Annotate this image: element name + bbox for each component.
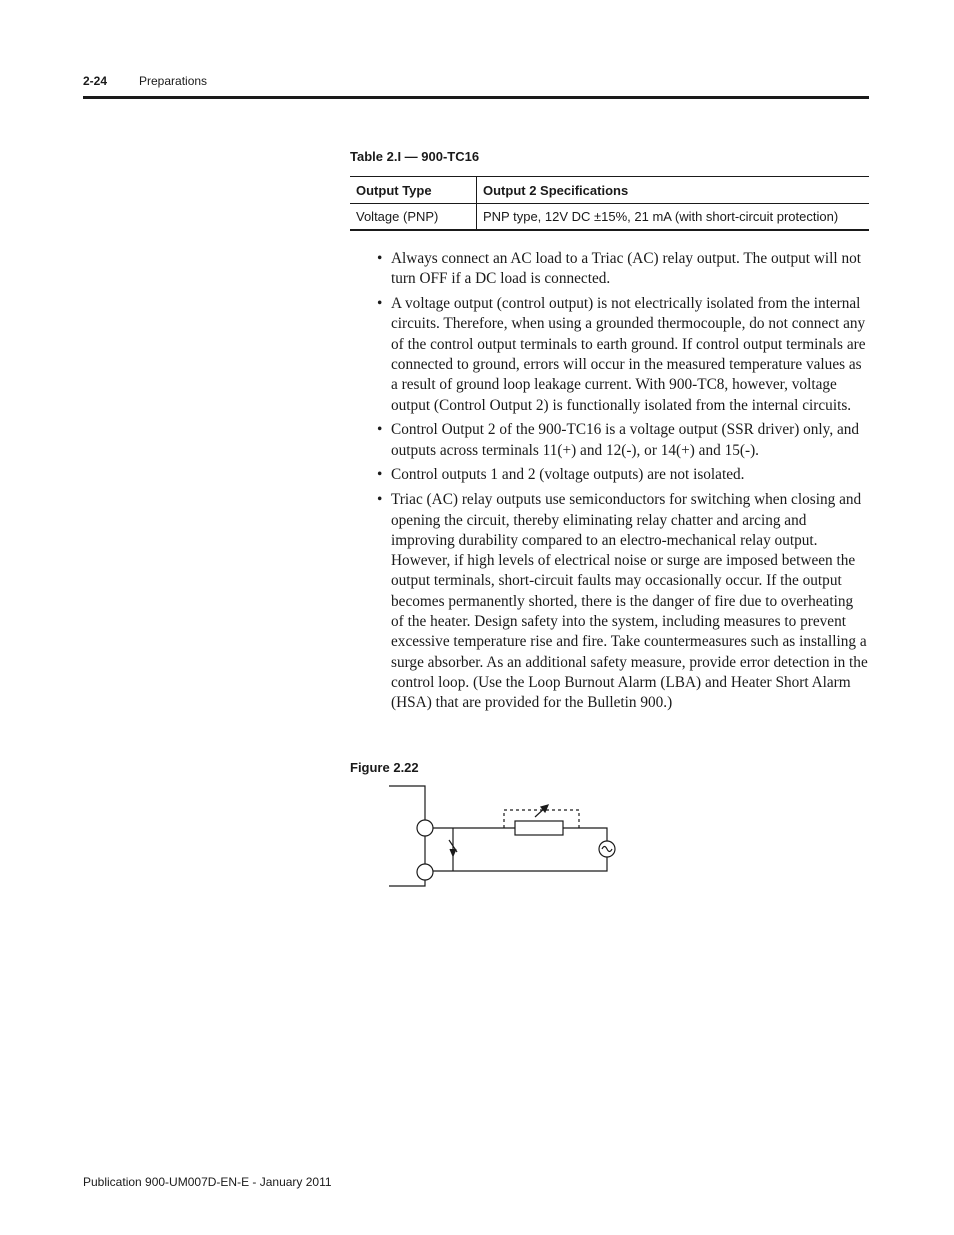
column-header-output-type: Output Type [350, 177, 477, 204]
figure-caption: Figure 2.22 [350, 760, 419, 775]
table-header-row [350, 177, 869, 204]
publication-footer: Publication 900-UM007D-EN-E - January 2011 [83, 1175, 332, 1189]
section-title: Preparations [139, 74, 208, 88]
table-caption: Table 2.I — 900-TC16 [350, 149, 480, 164]
list-item: • Triac (AC) relay outputs use semiconductors for switching when closing and opening the circuit, thereby eliminating relay chatter and arcing and improving durability compared to an electro-mechanical relay output. However, if high levels of electrical noise or surge are imposed between the output terminals, short-circuit faults may occasionally occur. If the output becomes permanently shorted, there is the danger of fire due to overheating of the heater. Design safety into the system, including measures to prevent excessive temperature rise and fire. Take countermeasures such as installing a surge absorber. As an additional safety measure, provide error detection in the control loop. (Use the Loop Burnout Alarm (LBA) and Heater Short Alarm (HSA) that are provided for the Bulletin 900.) [375, 490, 869, 713]
triac-output-wiring-diagram [385, 780, 625, 892]
header-rule [83, 96, 869, 99]
list-item: • Control outputs 1 and 2 (voltage outputs) are not isolated. [375, 465, 869, 485]
housing-top-line [389, 786, 425, 820]
column-header-output-2-specifications: Output 2 Specifications [477, 177, 870, 204]
heater-resistor-icon [515, 821, 563, 835]
spec-table [350, 176, 869, 231]
return-wire [433, 857, 607, 871]
terminal-icon [417, 820, 433, 836]
page-number: 2-24 [83, 74, 108, 88]
list-item: • Control Output 2 of the 900-TC16 is a voltage output (SSR driver) only, and outputs across terminals 11(+) and 12(-), or 14(+) and 15(-). [375, 420, 869, 461]
table-row [350, 204, 869, 231]
list-item: • A voltage output (control output) is not electrically isolated from the internal circuits. Therefore, when using a grounded thermocouple, do not connect any of the control output terminals to earth ground. If control output terminals are connected to ground, errors will occur in the measured temperature values as a result of ground loop leakage current. With 900-TC8, however, voltage output (Control Output 2) is functionally isolated from the internal circuits. [375, 294, 869, 416]
table-cell: Voltage (PNP) [350, 204, 477, 231]
load-wire-right [563, 828, 607, 841]
list-item: • Always connect an AC load to a Triac (AC) relay output. The output will not turn OFF if a DC load is connected. [375, 249, 869, 290]
triac-arrow-icon [450, 849, 456, 856]
housing-bottom-line [389, 880, 425, 886]
bullet-list [375, 249, 869, 718]
table-cell: PNP type, 12V DC ±15%, 21 mA (with short-circuit protection) [477, 204, 870, 231]
terminal-icon [417, 864, 433, 880]
